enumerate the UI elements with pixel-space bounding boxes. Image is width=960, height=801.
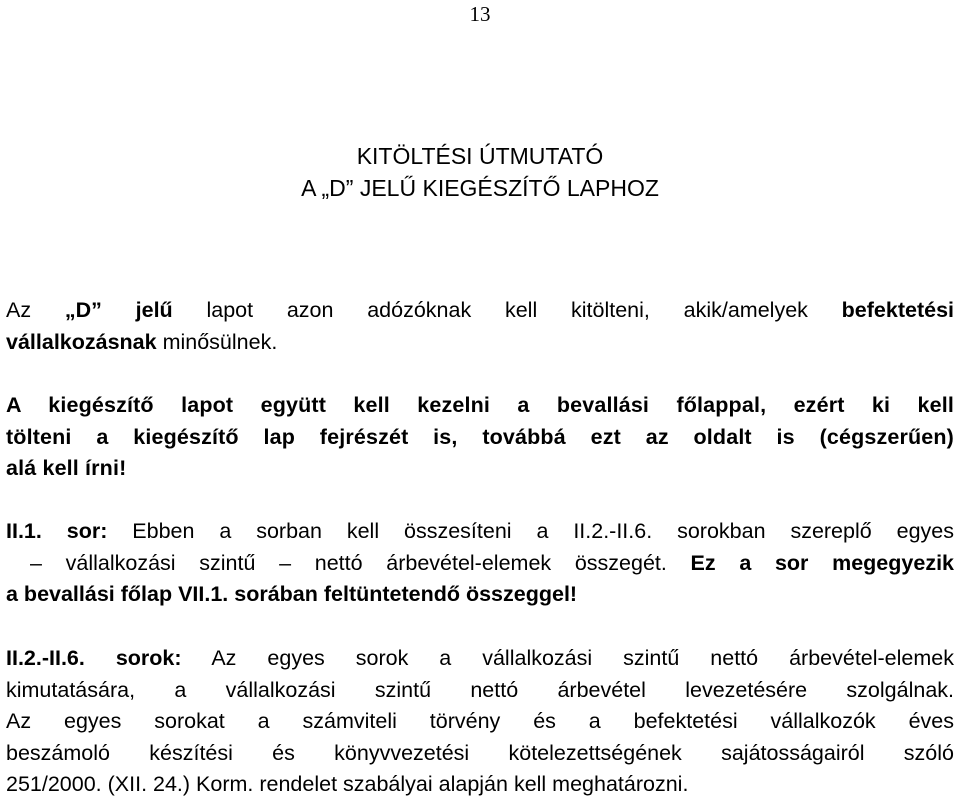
- paragraph-line: tölteni a kiegészítő lap fejrészét is, továbbá ezt az oldalt is (cégszerűen): [6, 424, 954, 449]
- paragraph-line: A kiegészítő lapot együtt kell kezelni a bevallási főlappal, ezért ki kell: [6, 393, 954, 417]
- title-line-1: KITÖLTÉSI ÚTMUTATÓ: [356, 143, 604, 169]
- paragraph-line: Az „D” jelű lapot azon adózóknak kell kitölteni, akik/amelyek befektetési: [6, 298, 955, 322]
- paragraph-line: beszámoló készítési és könyvvezetési kötelezettségének sajátosságairól szóló: [6, 740, 954, 765]
- paragraph-line: II.1. sor: Ebben a sorban kell összesíteni a II.2.-II.6. sorokban szereplő egyes: [6, 519, 954, 543]
- paragraph-line: – vállalkozási szintű – nettó árbevétel-elemek összegét. Ez a sor megegyezik: [30, 550, 954, 575]
- paragraph-line: a bevallási főlap VII.1. sorában feltüntetendő összeggel!: [6, 582, 578, 606]
- paragraph-rows-ii2-ii6: [6, 643, 954, 801]
- paragraph-line: vállalkozásnak minősülnek.: [6, 329, 278, 354]
- page-number: 13: [469, 2, 491, 26]
- paragraph-signature-note: [6, 390, 954, 485]
- row-label: II.1. sor:: [6, 519, 108, 543]
- paragraph-line: 251/2000. (XII. 24.) Korm. rendelet szabályai alapján kell meghatározni.: [6, 772, 689, 796]
- row-label: II.2.-II.6. sorok:: [6, 646, 182, 670]
- paragraph-intro: [6, 295, 954, 358]
- paragraph-line: alá kell írni!: [6, 456, 127, 480]
- paragraph-line: II.2.-II.6. sorok: Az egyes sorok a vállalkozási szintű nettó árbevétel-elemek: [6, 646, 954, 670]
- paragraph-line: Az egyes sorokat a számviteli törvény és a befektetési vállalkozók éves: [6, 709, 954, 733]
- document-title: [0, 140, 960, 204]
- paragraph-line: kimutatására, a vállalkozási szintű nettó árbevétel levezetésére szolgálnak.: [6, 677, 954, 702]
- title-line-2: A „D” JELŰ KIEGÉSZÍTŐ LAPHOZ: [301, 175, 659, 201]
- paragraph-row-ii1: [6, 516, 954, 611]
